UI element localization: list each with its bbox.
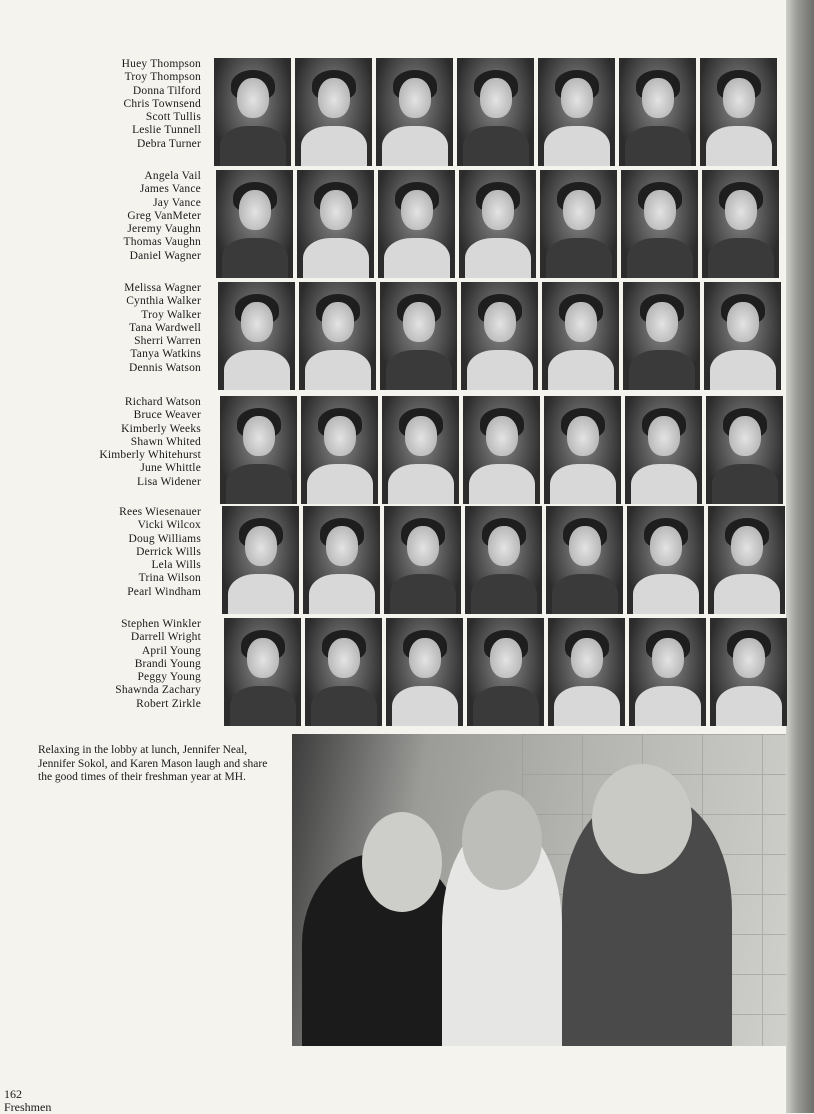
student-name: Tana Wardwell <box>129 321 201 334</box>
portrait-body <box>473 686 539 726</box>
student-name: Richard Watson <box>124 396 201 408</box>
student-portrait <box>218 282 295 390</box>
student-name: Doug Williams <box>128 532 201 545</box>
student-name: Lela Wills <box>151 559 201 572</box>
student-portrait <box>214 58 291 166</box>
portrait-head <box>723 78 755 118</box>
student-name: June Whittle <box>140 462 201 475</box>
portrait-head <box>571 638 603 678</box>
student-portrait <box>222 506 299 614</box>
portrait-head <box>401 190 433 230</box>
student-portrait <box>704 282 781 390</box>
student-name: Vicki Wilcox <box>137 519 201 532</box>
student-name: Shawnda Zachary <box>115 684 201 697</box>
portrait-body <box>712 464 778 504</box>
student-name: Daniel Wagner <box>129 249 201 262</box>
student-name: Peggy Young <box>137 671 201 684</box>
portrait-head <box>563 190 595 230</box>
student-name: Shawn Whited <box>130 435 201 448</box>
student-name: Chris Townsend <box>123 97 201 110</box>
portrait-body <box>224 350 290 390</box>
student-name-list <box>0 396 201 489</box>
student-portrait <box>538 58 615 166</box>
student-name: Scott Tullis <box>145 111 201 124</box>
student-head-middle <box>462 790 542 890</box>
portrait-body <box>552 574 618 614</box>
student-name: Darrell Wright <box>130 631 201 644</box>
student-portrait <box>384 506 461 614</box>
student-portrait <box>297 170 374 278</box>
portrait-body <box>463 126 529 166</box>
student-portrait <box>706 396 783 504</box>
portrait-body <box>635 686 701 726</box>
portrait-head <box>565 302 597 342</box>
portrait-head <box>567 416 599 456</box>
student-name: Lisa Widener <box>137 475 201 488</box>
portrait-head <box>482 190 514 230</box>
portrait-head <box>727 302 759 342</box>
portrait-head <box>486 416 518 456</box>
portrait-body <box>230 686 296 726</box>
student-name: Pearl Windham <box>127 585 201 598</box>
student-name: April Young <box>141 644 201 657</box>
portrait-body <box>388 464 454 504</box>
portrait-head <box>733 638 765 678</box>
student-portrait <box>376 58 453 166</box>
student-portrait <box>386 618 463 726</box>
portrait-body <box>714 574 780 614</box>
student-portrait <box>627 506 704 614</box>
student-name: Troy Thompson <box>124 71 201 84</box>
page-binding-edge <box>786 0 814 1113</box>
portrait-body <box>390 574 456 614</box>
portrait-head <box>245 526 277 566</box>
portrait-head <box>320 190 352 230</box>
student-name: Dennis Watson <box>128 361 201 374</box>
portrait-body <box>546 238 612 278</box>
student-name: Stephen Winkler <box>121 618 201 630</box>
portrait-head <box>326 526 358 566</box>
student-name-list <box>0 58 201 151</box>
portrait-head <box>405 416 437 456</box>
student-portrait <box>710 618 787 726</box>
portrait-body <box>222 238 288 278</box>
portrait-head <box>243 416 275 456</box>
student-portrait <box>457 58 534 166</box>
page-number: 162 <box>4 1087 22 1101</box>
portrait-body <box>467 350 533 390</box>
student-name: Jay Vance <box>153 196 201 209</box>
portrait-body <box>469 464 535 504</box>
student-name: Tanya Watkins <box>130 348 201 361</box>
portrait-photo-strip <box>214 58 777 166</box>
portrait-photo-strip <box>220 396 783 504</box>
portrait-head <box>318 78 350 118</box>
student-name-list <box>0 618 201 711</box>
student-portrait <box>303 506 380 614</box>
portrait-head <box>650 526 682 566</box>
portrait-body <box>386 350 452 390</box>
portrait-body <box>548 350 614 390</box>
portrait-body <box>384 238 450 278</box>
portrait-head <box>409 638 441 678</box>
portrait-head <box>399 78 431 118</box>
portrait-body <box>708 238 774 278</box>
student-portrait <box>299 282 376 390</box>
student-portrait <box>546 506 623 614</box>
student-name: Thomas Vaughn <box>123 236 201 249</box>
student-name: Greg VanMeter <box>127 209 201 222</box>
student-name: Sherri Warren <box>134 335 201 348</box>
portrait-body <box>706 126 772 166</box>
student-name: Jeremy Vaughn <box>127 223 201 236</box>
student-portrait <box>305 618 382 726</box>
student-portrait <box>461 282 538 390</box>
portrait-head <box>324 416 356 456</box>
portrait-head <box>569 526 601 566</box>
student-portrait <box>378 170 455 278</box>
portrait-head <box>247 638 279 678</box>
portrait-body <box>305 350 371 390</box>
portrait-head <box>403 302 435 342</box>
page-footer <box>4 1088 51 1114</box>
student-portrait <box>619 58 696 166</box>
portrait-head <box>646 302 678 342</box>
portrait-head <box>729 416 761 456</box>
student-name: Kimberly Whitehurst <box>99 449 201 462</box>
student-head-right <box>592 764 692 874</box>
portrait-head <box>407 526 439 566</box>
student-name: James Vance <box>139 183 201 196</box>
portrait-body <box>382 126 448 166</box>
portrait-head <box>328 638 360 678</box>
portrait-body <box>629 350 695 390</box>
portrait-head <box>652 638 684 678</box>
portrait-photo-strip <box>218 282 781 390</box>
portrait-body <box>554 686 620 726</box>
student-name: Melissa Wagner <box>124 282 201 294</box>
student-name: Cynthia Walker <box>126 295 201 308</box>
portrait-body <box>309 574 375 614</box>
portrait-head <box>642 78 674 118</box>
portrait-body <box>627 238 693 278</box>
student-name-list <box>0 282 201 375</box>
student-portrait <box>463 396 540 504</box>
student-portrait <box>548 618 625 726</box>
student-portrait <box>708 506 785 614</box>
student-portrait <box>301 396 378 504</box>
portrait-head <box>561 78 593 118</box>
student-name-list <box>0 170 201 263</box>
student-portrait <box>224 618 301 726</box>
portrait-body <box>303 238 369 278</box>
student-name: Huey Thompson <box>121 58 201 70</box>
portrait-body <box>710 350 776 390</box>
portrait-body <box>550 464 616 504</box>
portrait-body <box>228 574 294 614</box>
portrait-head <box>322 302 354 342</box>
student-portrait <box>700 58 777 166</box>
portrait-body <box>307 464 373 504</box>
portrait-photo-strip <box>224 618 787 726</box>
student-name: Debra Turner <box>136 137 201 150</box>
portrait-body <box>301 126 367 166</box>
portrait-body <box>471 574 537 614</box>
student-portrait <box>220 396 297 504</box>
student-portrait <box>623 282 700 390</box>
portrait-head <box>725 190 757 230</box>
student-portrait <box>380 282 457 390</box>
portrait-head <box>648 416 680 456</box>
student-portrait <box>467 618 544 726</box>
portrait-photo-strip <box>222 506 785 614</box>
portrait-body <box>544 126 610 166</box>
student-portrait <box>702 170 779 278</box>
student-name: Troy Walker <box>141 308 201 321</box>
student-portrait <box>542 282 619 390</box>
section-label: Freshmen <box>4 1100 52 1114</box>
student-name: Leslie Tunnell <box>132 124 201 137</box>
student-portrait <box>540 170 617 278</box>
portrait-body <box>220 126 286 166</box>
portrait-head <box>237 78 269 118</box>
student-head-left <box>362 812 442 912</box>
portrait-body <box>226 464 292 504</box>
student-name: Brandi Young <box>134 657 201 670</box>
portrait-head <box>484 302 516 342</box>
portrait-head <box>490 638 522 678</box>
student-portrait <box>544 396 621 504</box>
portrait-body <box>311 686 377 726</box>
portrait-body <box>625 126 691 166</box>
student-portrait <box>625 396 702 504</box>
portrait-body <box>392 686 458 726</box>
student-portrait <box>621 170 698 278</box>
portrait-body <box>465 238 531 278</box>
student-name-list <box>0 506 201 599</box>
student-name: Derrick Wills <box>136 545 201 558</box>
portrait-body <box>716 686 782 726</box>
portrait-head <box>731 526 763 566</box>
portrait-head <box>241 302 273 342</box>
portrait-head <box>239 190 271 230</box>
student-name: Angela Vail <box>144 170 201 182</box>
student-name: Trina Wilson <box>138 572 201 585</box>
student-portrait <box>216 170 293 278</box>
student-portrait <box>295 58 372 166</box>
portrait-body <box>633 574 699 614</box>
student-portrait <box>629 618 706 726</box>
candid-lobby-photo <box>292 734 786 1046</box>
student-name: Robert Zirkle <box>136 697 201 710</box>
portrait-head <box>488 526 520 566</box>
student-name: Bruce Weaver <box>133 409 201 422</box>
student-name: Kimberly Weeks <box>121 422 201 435</box>
portrait-photo-strip <box>216 170 779 278</box>
portrait-body <box>631 464 697 504</box>
portrait-head <box>480 78 512 118</box>
student-name: Donna Tilford <box>132 84 201 97</box>
student-portrait <box>382 396 459 504</box>
student-name: Rees Wiesenauer <box>119 506 201 518</box>
photo-caption: Relaxing in the lobby at lunch, Jennifer Neal, Jennifer Sokol, and Karen Mason laugh and share the good times of their freshman year at MH. <box>38 744 268 783</box>
student-portrait <box>465 506 542 614</box>
student-portrait <box>459 170 536 278</box>
portrait-head <box>644 190 676 230</box>
